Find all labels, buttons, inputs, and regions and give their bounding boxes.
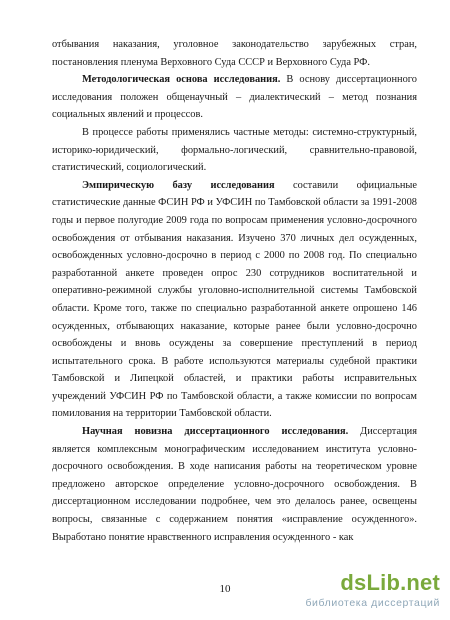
page-number: 10	[219, 583, 231, 595]
watermark	[250, 570, 440, 616]
paragraph-3-text: В процессе работы применялись частные методы: системно-структурный, историко-юридический, формально-логический, сравнительно-правовой, статистический, социологический.	[52, 126, 417, 174]
paragraph-3	[52, 124, 417, 177]
paragraph-4-text: составили официальные статистические данные ФСИН РФ и УФСИН по Тамбовской области за 1991-2008 годы и первое полугодие 2009 года по вопросам применения условно-досрочного освобождения от отбывания наказания. Изучено 370 личных дел осужденных, освобожденных условно-досрочно в период с 2000 по 2008 год. По специально разработанной анкете проведен опрос 230 сотрудников воспитательной и оперативно-режимной службы уголовно-исполнительной системы Тамбовской области. Кроме того, также по специально разработанной анкете опрошено 146 осужденных, отбывающих наказание, которые ранее были условно-досрочно освобождены и вновь осуждены за совершение преступлений в период испытательного срока. В работе используются материалы судебной практики Тамбовской и Липецкой областей, и практики работы исправительных учреждений УФСИН РФ по Тамбовской области, а также комиссии по вопросам помилования на территории Тамбовской области.	[52, 179, 417, 420]
paragraph-2-text: В основу диссертационного исследования положен общенаучный – диалектический – метод познания социальных явлений и процессов.	[52, 74, 417, 121]
paragraph-5	[52, 423, 417, 546]
watermark-logo: dsLib.net	[340, 570, 440, 595]
watermark-caption: библиотека диссертаций	[305, 597, 440, 609]
paragraph-1-text: отбывания наказания, уголовное законодательство зарубежных стран, постановления пленума Верховного Суда СССР и Верховного Суда РФ.	[52, 39, 417, 68]
document-body	[52, 36, 417, 546]
paragraph-2-lead: Методологическая основа исследования.	[82, 74, 281, 86]
paragraph-5-lead: Научная новизна диссертационного исследования.	[82, 426, 349, 438]
paragraph-4-lead: Эмпирическую базу исследования	[82, 179, 275, 191]
paragraph-1	[52, 36, 417, 71]
paragraph-5-text: Диссертация является комплексным монографическим исследованием института условно-досрочного освобождения. В ходе написания работы на теоретическом уровне предложено авторское определение условно-досрочного освобождения. В диссертационном исследовании подробнее, чем это делалось ранее, освещены вопросы, связанные с содержанием понятия «исправление осужденного». Выработано понятие нравственного исправления осужденного - как	[52, 426, 417, 543]
paragraph-2	[52, 71, 417, 124]
paragraph-4	[52, 177, 417, 423]
